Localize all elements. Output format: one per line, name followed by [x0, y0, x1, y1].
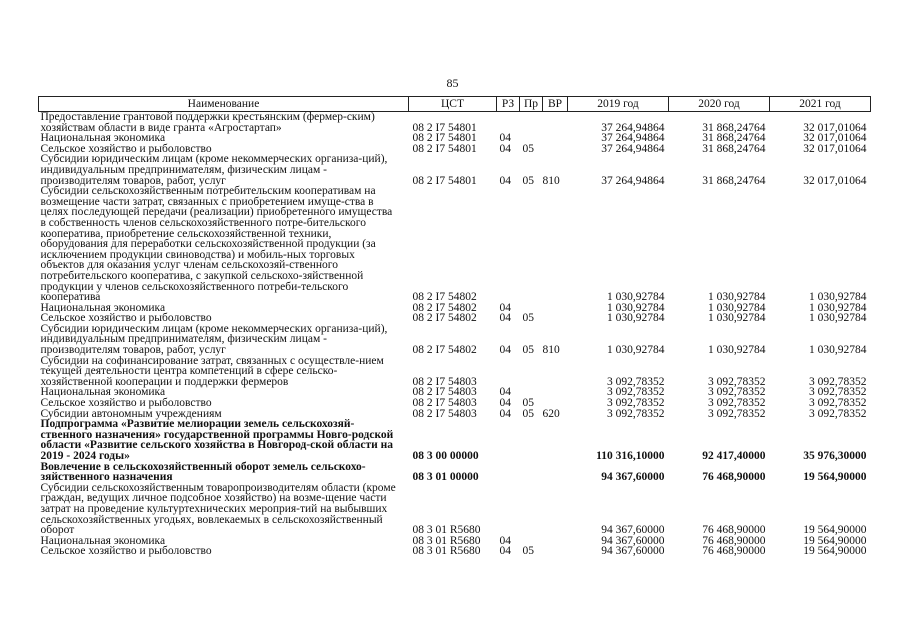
- cell-rz: 04: [499, 132, 511, 145]
- cell-2019: 3 092,78352: [607, 386, 665, 399]
- cell-2020: 76 468,90000: [702, 534, 766, 547]
- cell-rz: 04: [499, 386, 511, 399]
- table-row: [39, 483, 871, 536]
- header-rz: РЗ: [497, 97, 520, 112]
- cell-cst: 08 2 I7 54802: [412, 344, 477, 357]
- cell-name: Субсидии юридическим лицам (кроме некоммерческих организа-ций), индивидуальным предпринимателям, физическим лицам - производителям товаров, работ, услуг: [40, 153, 388, 187]
- cell-vr: [543, 356, 568, 388]
- cell-2021: 19 564,90000: [803, 534, 867, 547]
- header-2019: 2019 год: [568, 97, 669, 112]
- cell-2019: 94 367,60000: [601, 524, 665, 537]
- cell-pr: 05: [522, 397, 534, 410]
- cell-vr: [543, 462, 568, 483]
- cell-2021: 32 017,01064: [803, 132, 867, 145]
- cell-cst: 08 3 01 R5680: [412, 524, 481, 537]
- table-row: [39, 356, 871, 388]
- cell-2019: 37 264,94864: [601, 132, 665, 145]
- table-row: [39, 154, 871, 186]
- cell-name: Субсидии сельскохозяйственным потребительским кооперативам на возмещение части затрат, связанных с приобретением имуще-ства в целях последующей передачи (реализации) приобретенного имущества в собственность членов сельскохозяйственного потре-бительского кооператива, приобретение сельскохозяйственной техники, оборудования для переработки сельскохозяйственной продукции (за исключением продукции свиноводства) и мобиль-ных торговых объектов для оказания услуг членам сельскохозяй-ственного потребительского кооператива, с закупкой сельскохо-зяйственной продукции у членов сельскохозяйственного потреби-тельского кооператива: [40, 185, 393, 304]
- cell-2019: 94 367,60000: [601, 534, 665, 547]
- cell-2020: 3 092,78352: [708, 375, 766, 388]
- cell-2019: 1 030,92784: [607, 291, 665, 304]
- table-row: [39, 419, 871, 461]
- table-row: [39, 546, 871, 557]
- table-row: [39, 112, 871, 134]
- cell-name: Сельское хозяйство и рыболовство: [40, 312, 212, 325]
- cell-vr: [543, 303, 568, 314]
- cell-cst: 08 3 01 00000: [412, 471, 479, 484]
- cell-pr: [520, 112, 543, 134]
- cell-rz: 04: [499, 312, 511, 325]
- cell-rz: 04: [499, 301, 511, 314]
- cell-name: Сельское хозяйство и рыболовство: [40, 397, 212, 410]
- cell-2019: 37 264,94864: [601, 121, 665, 134]
- cell-2020: 3 092,78352: [708, 397, 766, 410]
- cell-vr: [543, 112, 568, 134]
- cell-vr: [543, 546, 568, 557]
- cell-2019: 1 030,92784: [607, 312, 665, 325]
- cell-2019: 1 030,92784: [607, 344, 665, 357]
- cell-2021: 32 017,01064: [803, 142, 867, 155]
- budget-table: [38, 96, 871, 557]
- cell-name: Предоставление грантовой поддержки крестьянским (фермер-ским) хозяйствам области в виде гранта «Агростартап»: [40, 111, 375, 134]
- cell-2020: 3 092,78352: [708, 407, 766, 420]
- cell-name: Субсидии сельскохозяйственным товаропроизводителям области (кроме граждан, ведущих личное подсобное хозяйство) на возме-щение части затрат на проведение культуртехнических мероприя-тий на выбывших сельскохозяйственных угодьях, вовлекаемых в сельскохозяйственный оборот: [40, 481, 396, 537]
- cell-2019: 37 264,94864: [601, 142, 665, 155]
- cell-2021: 1 030,92784: [809, 344, 867, 357]
- cell-2021: 1 030,92784: [809, 301, 867, 314]
- cell-2020: 1 030,92784: [708, 344, 766, 357]
- cell-vr: [543, 144, 568, 155]
- cell-pr: [520, 462, 543, 483]
- cell-2021: 1 030,92784: [809, 291, 867, 304]
- cell-2021: 35 976,30000: [803, 450, 867, 462]
- cell-rz: [497, 112, 520, 134]
- cell-vr: 620: [542, 407, 560, 420]
- cell-vr: [543, 133, 568, 144]
- cell-cst: 08 2 I7 54801: [412, 121, 477, 134]
- cell-vr: [543, 313, 568, 324]
- cell-2020: 92 417,40000: [702, 450, 766, 462]
- cell-name: Подпрограмма «Развитие мелиорации земель сельскохозяй-ственного назначения» государственной программы Новго-родской области «Развитие сельского хозяйства в Новгород-ской области на 2019 - 2024 годы»: [40, 418, 394, 462]
- cell-2019: 94 367,60000: [601, 471, 665, 484]
- cell-2019: 94 367,60000: [601, 545, 665, 558]
- cell-2020: 1 030,92784: [708, 312, 766, 325]
- cell-rz: 04: [499, 142, 511, 155]
- cell-2020: 76 468,90000: [702, 545, 766, 558]
- cell-vr: 810: [542, 174, 560, 187]
- cell-cst: 08 3 00 00000: [412, 450, 479, 462]
- cell-rz: [497, 356, 520, 388]
- cell-2020: 3 092,78352: [708, 386, 766, 399]
- cell-pr: 05: [522, 344, 534, 357]
- cell-vr: 810: [542, 344, 560, 357]
- header-name: Наименование: [39, 97, 409, 112]
- cell-pr: 05: [522, 312, 534, 325]
- header-vr: ВР: [543, 97, 568, 112]
- cell-vr: [543, 186, 568, 303]
- cell-pr: [520, 356, 543, 388]
- table-row: [39, 186, 871, 303]
- cell-2021: 1 030,92784: [809, 312, 867, 325]
- cell-2020: 31 868,24764: [702, 121, 766, 134]
- cell-cst: 08 3 01 R5680: [412, 545, 481, 558]
- cell-2020: 76 468,90000: [702, 524, 766, 537]
- table-row: [39, 462, 871, 483]
- cell-cst: 08 2 I7 54803: [412, 375, 477, 388]
- cell-2020: 1 030,92784: [708, 291, 766, 304]
- cell-rz: 04: [499, 534, 511, 547]
- table-body: [39, 112, 871, 557]
- cell-2021: 19 564,90000: [803, 524, 867, 537]
- cell-2019: 37 264,94864: [601, 174, 665, 187]
- cell-2020: 1 030,92784: [708, 301, 766, 314]
- cell-cst: 08 2 I7 54803: [412, 397, 477, 410]
- cell-rz: 04: [499, 174, 511, 187]
- cell-2019: 1 030,92784: [607, 301, 665, 314]
- cell-name: Национальная экономика: [40, 132, 166, 145]
- cell-name: Сельское хозяйство и рыболовство: [40, 545, 212, 558]
- cell-rz: [497, 186, 520, 303]
- cell-2021: 3 092,78352: [809, 386, 867, 399]
- header-2021: 2021 год: [770, 97, 871, 112]
- cell-cst: 08 3 01 R5680: [412, 534, 481, 547]
- cell-vr: [543, 387, 568, 398]
- cell-2019: 3 092,78352: [607, 375, 665, 388]
- cell-vr: [543, 536, 568, 547]
- header-pr: Пр: [520, 97, 543, 112]
- cell-vr: [543, 419, 568, 461]
- cell-pr: 05: [522, 407, 534, 420]
- cell-cst: 08 2 I7 54803: [412, 407, 477, 420]
- cell-2020: 76 468,90000: [702, 471, 766, 484]
- cell-2019: 3 092,78352: [607, 397, 665, 410]
- cell-cst: 08 2 I7 54801: [412, 174, 477, 187]
- cell-name: Субсидии автономным учреждениям: [40, 407, 222, 420]
- cell-pr: [520, 483, 543, 536]
- cell-2021: 19 564,90000: [803, 545, 867, 558]
- header-cst: ЦСТ: [409, 97, 497, 112]
- cell-pr: [520, 419, 543, 461]
- table-row: [39, 324, 871, 356]
- cell-pr: 05: [522, 545, 534, 558]
- cell-cst: 08 2 I7 54803: [412, 386, 477, 399]
- cell-cst: 08 2 I7 54802: [412, 312, 477, 325]
- cell-2021: 32 017,01064: [803, 121, 867, 134]
- cell-pr: [520, 186, 543, 303]
- cell-2020: 31 868,24764: [702, 132, 766, 145]
- table-header-row: [39, 97, 871, 112]
- page-number: 85: [446, 76, 459, 90]
- cell-cst: 08 2 I7 54802: [412, 301, 477, 314]
- cell-name: Субсидии юридическим лицам (кроме некоммерческих организа-ций), индивидуальным предпринимателям, физическим лицам - производителям товаров, работ, услуг: [40, 322, 388, 357]
- cell-rz: [497, 419, 520, 461]
- cell-pr: 05: [522, 142, 534, 155]
- header-2020: 2020 год: [669, 97, 770, 112]
- cell-pr: 05: [522, 174, 534, 187]
- cell-2020: 31 868,24764: [702, 174, 766, 187]
- cell-rz: [497, 483, 520, 536]
- cell-2021: 3 092,78352: [809, 397, 867, 410]
- cell-name: Национальная экономика: [40, 386, 166, 399]
- cell-rz: 04: [499, 545, 511, 558]
- cell-cst: 08 2 I7 54801: [412, 132, 477, 145]
- cell-2020: 31 868,24764: [702, 142, 766, 155]
- cell-rz: 04: [499, 344, 511, 357]
- cell-2021: 19 564,90000: [803, 471, 867, 484]
- cell-name: Национальная экономика: [40, 534, 166, 547]
- cell-name: Сельское хозяйство и рыболовство: [40, 142, 212, 155]
- cell-name: Субсидии на софинансирование затрат, связанных с осуществле-нием текущей деятельности центра компетенций в сфере сельско-хозяйственной кооперации и поддержки фермеров: [40, 354, 384, 388]
- cell-cst: 08 2 I7 54802: [412, 291, 477, 304]
- cell-cst: 08 2 I7 54801: [412, 142, 477, 155]
- cell-rz: [497, 462, 520, 483]
- cell-2021: 32 017,01064: [803, 174, 867, 187]
- cell-name: Национальная экономика: [40, 301, 166, 314]
- cell-2021: 3 092,78352: [809, 407, 867, 420]
- cell-vr: [543, 483, 568, 536]
- cell-2019: 110 316,10000: [596, 450, 665, 462]
- cell-2021: 3 092,78352: [809, 375, 867, 388]
- cell-name: Вовлечение в сельскохозяйственный оборот земель сельскохо-зяйственного назначения: [40, 460, 366, 484]
- cell-2019: 3 092,78352: [607, 407, 665, 420]
- cell-rz: 04: [499, 397, 511, 410]
- cell-rz: 04: [499, 407, 511, 420]
